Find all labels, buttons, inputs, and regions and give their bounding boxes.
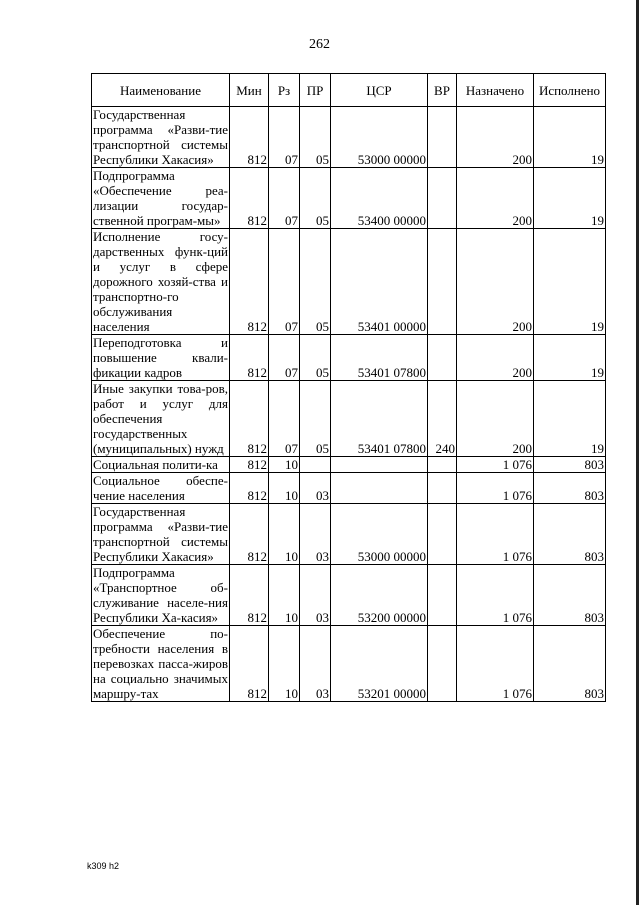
row-assigned: 1 076: [457, 457, 534, 473]
row-vr: [428, 335, 457, 381]
row-assigned: 200: [457, 168, 534, 229]
table-row: [92, 457, 606, 473]
row-pr: 05: [300, 335, 331, 381]
row-min: 812: [230, 168, 269, 229]
row-executed: 803: [534, 565, 606, 626]
row-assigned: 200: [457, 335, 534, 381]
row-min: 812: [230, 335, 269, 381]
row-assigned: 1 076: [457, 565, 534, 626]
row-min: 812: [230, 504, 269, 565]
row-executed: 803: [534, 504, 606, 565]
row-rz: 10: [269, 504, 300, 565]
row-executed: 19: [534, 229, 606, 335]
header-csr: ЦСР: [331, 74, 428, 107]
row-vr: [428, 504, 457, 565]
row-name: Подпрограмма «Транспортное об-служивание населе-ния Республики Ха-касия»: [93, 565, 228, 625]
row-rz: 07: [269, 107, 300, 168]
table-row: [92, 626, 606, 702]
row-csr: 53400 00000: [331, 168, 428, 229]
header-vr: ВР: [428, 74, 457, 107]
row-csr: 53401 07800: [331, 381, 428, 457]
row-pr: [300, 457, 331, 473]
row-pr: 03: [300, 504, 331, 565]
row-pr: 05: [300, 107, 331, 168]
row-csr: 53000 00000: [331, 504, 428, 565]
row-name: Обеспечение по-требности населения в перевозках пасса-жиров на социально значимых маршру-тах: [93, 626, 228, 701]
header-min: Мин: [230, 74, 269, 107]
row-pr: 05: [300, 168, 331, 229]
row-min: 812: [230, 381, 269, 457]
row-vr: [428, 168, 457, 229]
header-assigned: Назначено: [457, 74, 534, 107]
row-min: 812: [230, 473, 269, 504]
row-rz: 07: [269, 381, 300, 457]
table-row: [92, 168, 606, 229]
row-rz: 10: [269, 473, 300, 504]
row-pr: 03: [300, 473, 331, 504]
row-name: Иные закупки това-ров, работ и услуг для обеспечения государственных (муниципальных) нужд: [93, 381, 228, 456]
header-pr: ПР: [300, 74, 331, 107]
row-csr: 53000 00000: [331, 107, 428, 168]
row-min: 812: [230, 107, 269, 168]
row-assigned: 1 076: [457, 473, 534, 504]
row-executed: 803: [534, 473, 606, 504]
row-executed: 19: [534, 107, 606, 168]
row-vr: [428, 229, 457, 335]
row-vr: [428, 473, 457, 504]
row-min: 812: [230, 626, 269, 702]
table-row: [92, 107, 606, 168]
row-executed: 803: [534, 626, 606, 702]
row-assigned: 200: [457, 381, 534, 457]
row-name: Переподготовка и повышение квали-фикации кадров: [93, 335, 228, 380]
row-csr: 53401 07800: [331, 335, 428, 381]
table-row: [92, 565, 606, 626]
page-number: 262: [309, 37, 330, 52]
row-rz: 10: [269, 457, 300, 473]
table-row: [92, 335, 606, 381]
table-row: [92, 504, 606, 565]
row-assigned: 1 076: [457, 504, 534, 565]
row-rz: 07: [269, 168, 300, 229]
row-rz: 10: [269, 565, 300, 626]
row-name: Исполнение госу-дарственных функ-ций и услуг в сфере дорожного хозяй-ства и транспортно-го обслуживания населения: [93, 229, 228, 334]
row-assigned: 200: [457, 229, 534, 335]
budget-table: [91, 73, 606, 702]
row-vr: [428, 626, 457, 702]
row-executed: 19: [534, 335, 606, 381]
header-name: Наименование: [92, 74, 230, 107]
row-executed: 19: [534, 168, 606, 229]
table-row: [92, 473, 606, 504]
document-code: k309 h2: [87, 861, 120, 871]
row-vr: [428, 107, 457, 168]
row-pr: 03: [300, 626, 331, 702]
row-pr: 05: [300, 381, 331, 457]
header-executed: Исполнено: [534, 74, 606, 107]
row-assigned: 200: [457, 107, 534, 168]
row-assigned: 1 076: [457, 626, 534, 702]
row-rz: 07: [269, 335, 300, 381]
row-csr: [331, 473, 428, 504]
row-name: Подпрограмма «Обеспечение реа-лизации государ-ственной програм-мы»: [93, 168, 228, 228]
row-csr: 53201 00000: [331, 626, 428, 702]
row-name: Социальное обеспе-чение населения: [93, 473, 228, 503]
row-executed: 803: [534, 457, 606, 473]
row-vr: [428, 565, 457, 626]
row-pr: 05: [300, 229, 331, 335]
row-rz: 07: [269, 229, 300, 335]
table-body: [92, 107, 606, 702]
row-min: 812: [230, 229, 269, 335]
row-vr: [428, 457, 457, 473]
row-pr: 03: [300, 565, 331, 626]
row-min: 812: [230, 565, 269, 626]
row-name: Государственная программа «Разви-тие транспортной системы Республики Хакасия»: [93, 504, 228, 564]
header-rz: Рз: [269, 74, 300, 107]
row-executed: 19: [534, 381, 606, 457]
row-name: Государственная программа «Разви-тие транспортной системы Республики Хакасия»: [93, 107, 228, 167]
row-csr: 53200 00000: [331, 565, 428, 626]
row-vr: 240: [428, 381, 457, 457]
table-header-row: [92, 74, 606, 107]
table-row: [92, 381, 606, 457]
row-min: 812: [230, 457, 269, 473]
table-row: [92, 229, 606, 335]
row-csr: 53401 00000: [331, 229, 428, 335]
row-name: Социальная полити-ка: [92, 457, 230, 473]
row-rz: 10: [269, 626, 300, 702]
row-csr: [331, 457, 428, 473]
